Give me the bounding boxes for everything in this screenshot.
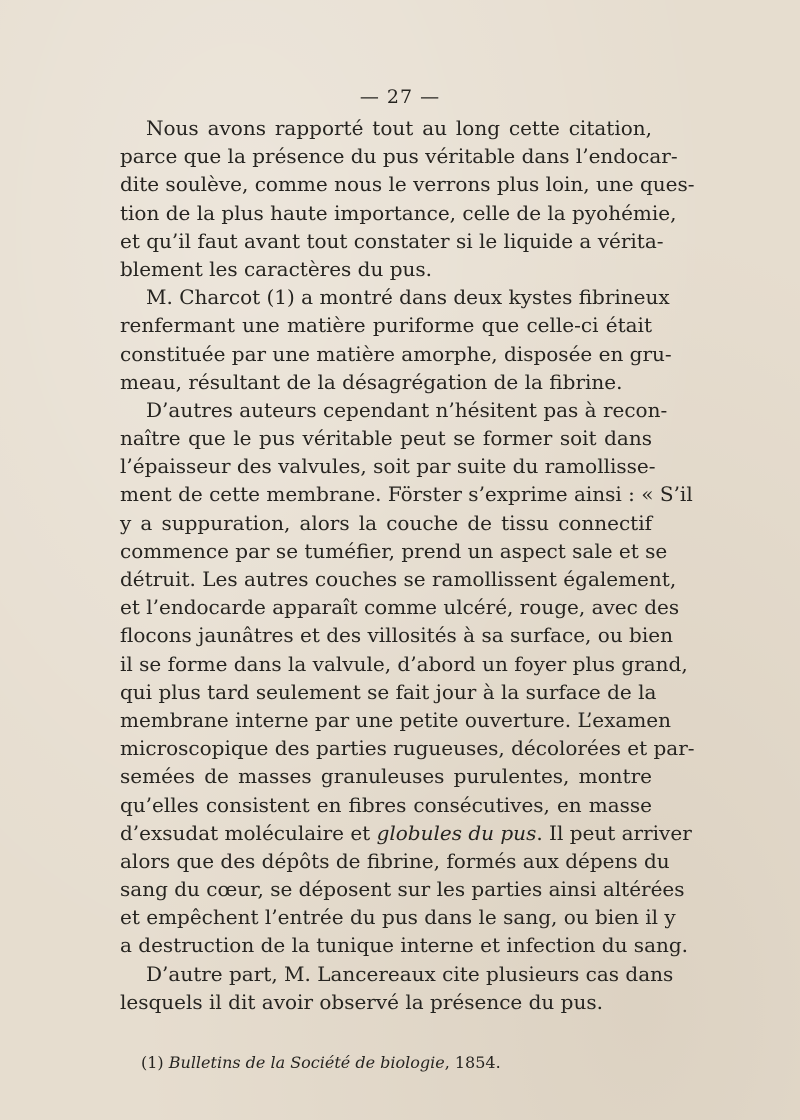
- body-text: [120, 114, 695, 1016]
- text-run: d’exsudat moléculaire et: [120, 820, 377, 845]
- text-line: sang du cœur, se déposent sur les parties ainsi altérées: [120, 877, 685, 902]
- text-line: ment de cette membrane. Förster s’exprime ainsi : « S’il: [120, 482, 693, 507]
- text-run: . Il peut arriver: [536, 820, 692, 845]
- text-line: détruit. Les autres couches se ramollissent également,: [120, 567, 677, 591]
- text-line: il se forme dans la valvule, d’abord un foyer plus grand,: [120, 651, 688, 676]
- text-line: l’épaisseur des valvules, soit par suite du ramollisse-: [120, 454, 656, 479]
- text-line: qu’elles consistent en fibres consécutives, en masse: [120, 792, 652, 817]
- text-line: lesquels il dit avoir observé la présence du pus.: [120, 989, 603, 1014]
- text-line: naître que le pus véritable peut se former soit dans: [120, 426, 652, 451]
- text-line: meau, résultant de la désagrégation de la fibrine.: [120, 369, 623, 394]
- text-line: D’autre part, M. Lancereaux cite plusieurs cas dans: [146, 961, 674, 986]
- text-line-mixed: [120, 819, 692, 847]
- footnote-marker: (1): [141, 1053, 169, 1072]
- text-line: et l’endocarde apparaît comme ulcéré, rouge, avec des: [120, 595, 680, 620]
- text-line: Nous avons rapporté tout au long cette citation,: [146, 116, 652, 140]
- text-line: commence par se tuméfier, prend un aspect sale et se: [120, 538, 668, 563]
- text-line: qui plus tard seulement se fait jour à la surface de la: [120, 679, 657, 704]
- text-line: blement les caractères du pus.: [120, 256, 433, 281]
- italic-phrase: globules du pus: [376, 820, 537, 845]
- text-line: M. Charcot (1) a montré dans deux kystes fibrineux: [146, 285, 670, 310]
- footnote-rest: , 1854.: [444, 1053, 501, 1072]
- text-line: y a suppuration, alors la couche de tissu connectif: [120, 510, 652, 535]
- text-line: tion de la plus haute importance, celle de la pyohémie,: [120, 200, 677, 225]
- text-line: renfermant une matière puriforme que celle-ci était: [120, 313, 652, 338]
- text-line: dite soulève, comme nous le verrons plus loin, une ques-: [120, 172, 695, 197]
- page-number: — 27 —: [359, 86, 441, 108]
- text-line: parce que la présence du pus véritable dans l’endocar-: [120, 144, 678, 169]
- text-line: membrane interne par une petite ouverture. L’examen: [120, 707, 672, 732]
- text-line: a destruction de la tunique interne et infection du sang.: [120, 933, 689, 958]
- text-line: D’autres auteurs cependant n’hésitent pas à recon-: [146, 397, 668, 422]
- text-line: et qu’il faut avant tout constater si le liquide a vérita-: [120, 228, 664, 253]
- text-line: constituée par une matière amorphe, disposée en gru-: [120, 341, 672, 366]
- text-line: et empêchent l’entrée du pus dans le sang, ou bien il y: [120, 905, 676, 930]
- text-line: microscopique des parties rugueuses, décolorées et par-: [120, 736, 695, 761]
- text-line: flocons jaunâtres et des villosités à sa surface, ou bien: [120, 623, 673, 648]
- footnote-title: Bulletins de la Société de biologie: [168, 1053, 445, 1072]
- text-line: alors que des dépôts de fibrine, formés aux dépens du: [120, 848, 670, 873]
- text-line: semées de masses granuleuses purulentes, montre: [120, 764, 652, 789]
- footnote: [141, 1052, 501, 1074]
